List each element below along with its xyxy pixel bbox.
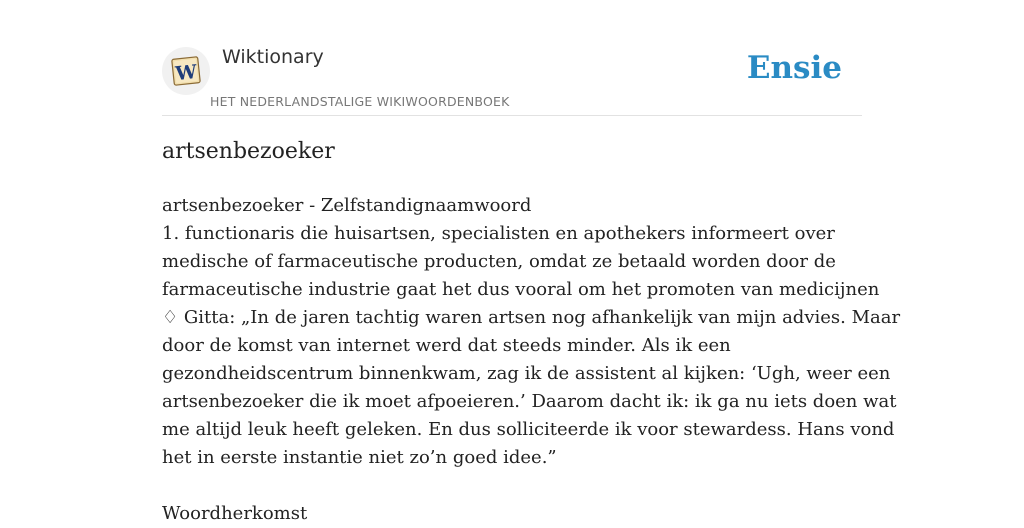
paragraph-gap [162,472,862,500]
section-heading-etymology: Woordherkomst [162,503,308,524]
site-name[interactable]: Wiktionary [222,46,324,68]
ensie-brand-logo[interactable]: Ensie [746,50,842,86]
wiktionary-logo[interactable] [162,47,210,95]
page [162,0,901,524]
example-line: door de komst van internet werd dat steeds minder. Als ik een [162,335,731,356]
entry-part-of-speech: artsenbezoeker - Zelfstandignaamwoord [162,195,532,216]
logo-letter: W [174,60,198,86]
example-line: het in eerste instantie niet zo’n goed idee.” [162,447,557,468]
example-line: me altijd leuk heeft geleken. En dus solliciteerde ik voor stewardess. Hans vond [162,419,895,440]
example-line: gezondheidscentrum binnenkwam, zag ik de assistent al kijken: ‘Ugh, weer een [162,363,891,384]
site-header [162,0,862,116]
example-line: artsenbezoeker die ik moet afpoeieren.’ Daarom dacht ik: ik ga nu iets doen wat [162,391,897,412]
example-line: ♢ Gitta: „In de jaren tachtig waren artsen nog afhankelijk van mijn advies. Maar [162,307,901,328]
definition-line: medische of farmaceutische producten, omdat ze betaald worden door de [162,251,836,272]
definition-line: 1. functionaris die huisartsen, specialisten en apothekers informeert over [162,223,835,244]
wiktionary-tile-icon [171,56,201,86]
definition-line: farmaceutische industrie gaat het dus vooral om het promoten van medicijnen [162,279,880,300]
site-tagline: HET NEDERLANDSTALIGE WIKIWOORDENBOEK [210,94,510,109]
page-title: artsenbezoeker [162,139,335,164]
entry-content [162,192,901,528]
